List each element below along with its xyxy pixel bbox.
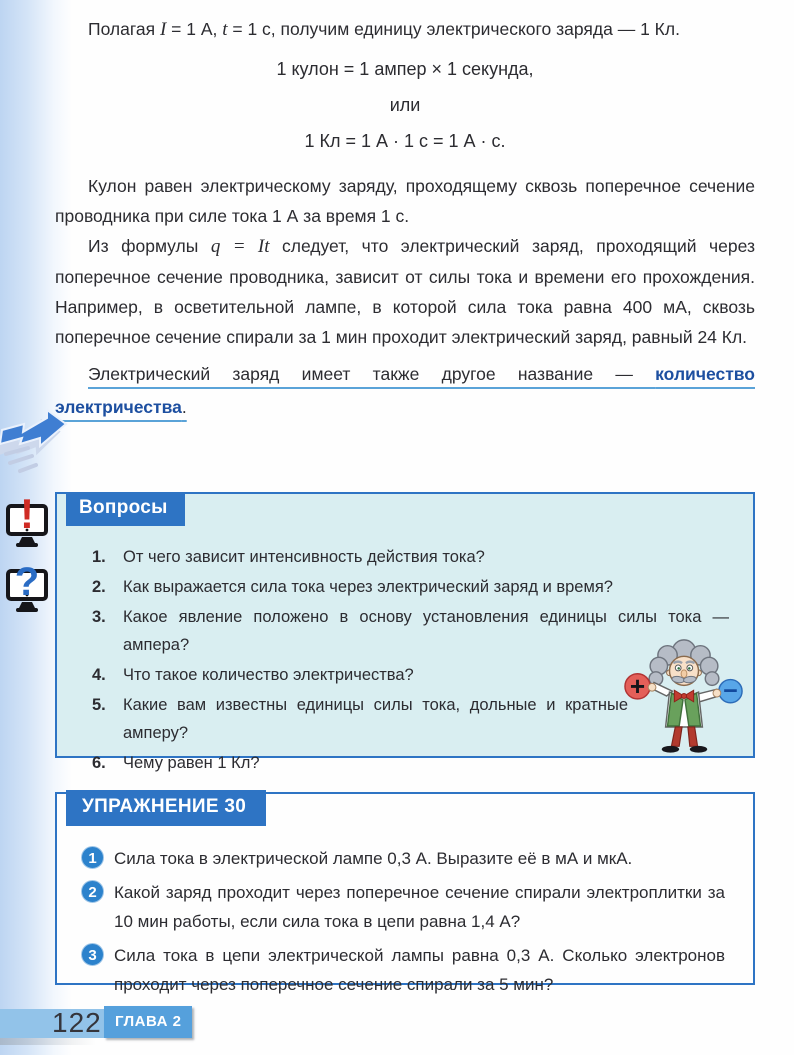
exercise-box xyxy=(55,792,755,994)
key-term: количество электричества xyxy=(55,364,755,417)
question-item xyxy=(92,573,729,601)
formula-block xyxy=(55,51,755,159)
scientist-mascot-illustration xyxy=(623,636,745,756)
intro-text-1: Полагая xyxy=(88,19,160,39)
pointer-arrow-icon xyxy=(0,394,70,476)
page-number: 122 xyxy=(52,1007,102,1038)
paragraph2-text-1: Из формулы xyxy=(88,236,211,256)
exercise-text: Сила тока в цепи электрической лампы равна 0,3 А. Сколько электронов проходит через поперечное сечение спирали за 5 мин? xyxy=(114,946,725,994)
question-monitor-icon xyxy=(5,557,49,615)
question-item xyxy=(92,543,729,571)
key-sentence-period: . xyxy=(181,397,187,417)
exercise-number-badge: 2 xyxy=(81,880,104,903)
question-number: 2. xyxy=(92,578,106,596)
underlined-definition xyxy=(55,364,755,417)
margin-icons xyxy=(5,492,53,615)
question-number: 4. xyxy=(92,666,106,684)
intro-text-3: = 1 с, получим единицу электрического заряда — 1 Кл. xyxy=(227,19,680,39)
question-glyph: ? xyxy=(14,560,40,604)
exercise-item xyxy=(81,941,725,999)
exercise-box-title: УПРАЖНЕНИЕ 30 xyxy=(66,790,266,826)
minus-sign: − xyxy=(723,676,738,705)
page-content xyxy=(55,14,755,424)
formula-q-it: q = It xyxy=(210,236,270,257)
exercise-text: Сила тока в электрической лампе 0,3 А. Выразите её в мА и мкА. xyxy=(114,849,633,868)
exercise-number-badge: 1 xyxy=(81,846,104,869)
exercise-item xyxy=(81,844,725,873)
question-text: Чему равен 1 Кл? xyxy=(123,754,260,772)
key-sentence-text: Электрический заряд имеет также другое название — xyxy=(88,364,656,384)
chapter-label: ГЛАВА 2 xyxy=(104,1006,192,1038)
question-number: 6. xyxy=(92,754,106,772)
question-text: От чего зависит интенсивность действия тока? xyxy=(123,548,485,566)
question-text: Какие вам известны единицы силы тока, дольные и кратные амперу? xyxy=(123,696,628,742)
intro-text-2: = 1 А, xyxy=(166,19,223,39)
question-text: Как выражается сила тока через электрический заряд и время? xyxy=(123,578,613,596)
paragraph2-text-2: следует, что электрический заряд, проходящий через поперечное сечение проводника, зависит от силы тока и времени его прохождения. Например, в осветительной лампе, в которой сила тока равна 400 мА, сквозь поперечное сечение спирали за 1 мин проходит электрический заряд, равный 24 Кл. xyxy=(55,236,755,347)
paragraph-coulomb-definition: Кулон равен электрическому заряду, проходящему сквозь поперечное сечение проводника при силе тока 1 А за время 1 с. xyxy=(55,176,755,226)
questions-box-title: Вопросы xyxy=(66,492,185,526)
variable-current: I xyxy=(159,19,167,40)
formula-coulomb-symbols: 1 Кл = 1 А · 1 с = 1 А · с. xyxy=(304,131,506,151)
question-text: Что такое количество электричества? xyxy=(123,666,414,684)
question-number: 3. xyxy=(92,608,106,626)
key-sentence xyxy=(55,358,755,424)
scan-shadow xyxy=(0,1038,96,1045)
exercise-number-badge: 3 xyxy=(81,943,104,966)
alert-monitor-icon xyxy=(5,492,49,550)
exercise-text: Какой заряд проходит через поперечное сечение спирали электроплитки за 10 мин работы, если сила тока в цепи равна 1,4 А? xyxy=(114,883,725,931)
formula-coulomb-words: 1 кулон = 1 ампер × 1 секунда, xyxy=(276,59,534,79)
formula-or-word: или xyxy=(389,95,421,115)
plus-sign: + xyxy=(629,671,646,702)
variable-time: t xyxy=(222,19,228,40)
exclamation-glyph: ! xyxy=(20,490,34,537)
paragraph-formula-example xyxy=(55,231,755,352)
questions-box xyxy=(55,492,755,772)
question-number: 1. xyxy=(92,548,106,566)
intro-paragraph xyxy=(55,14,755,45)
question-number: 5. xyxy=(92,696,106,714)
exercise-item xyxy=(81,878,725,936)
question-text: Какое явление положено в основу установления единицы силы тока — ампера? xyxy=(123,608,729,654)
